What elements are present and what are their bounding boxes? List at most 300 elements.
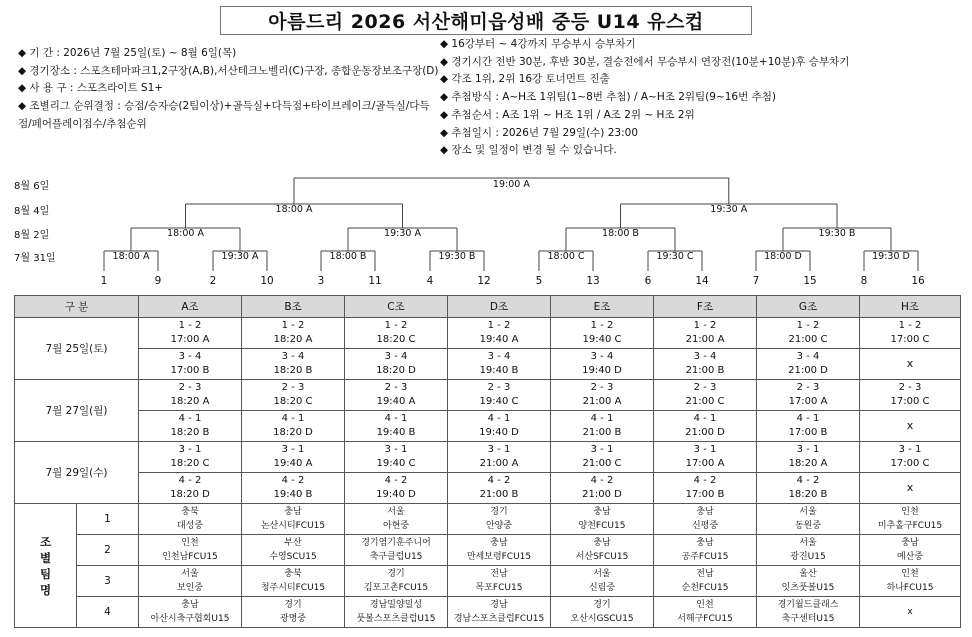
match-pair: 2 - 3 (487, 382, 511, 393)
team-cell (345, 535, 448, 566)
team-cell (551, 535, 654, 566)
match-pair: 3 - 1 (281, 444, 305, 455)
team-region: 충남 (490, 538, 508, 548)
team-name: 오산시GSCU15 (570, 614, 634, 624)
match-cell (551, 442, 654, 473)
match-cell (551, 380, 654, 411)
match-cell (551, 411, 654, 442)
team-name: 안양중 (485, 521, 513, 531)
group-header: F조 (654, 296, 757, 318)
match-time: 18:20 D (273, 427, 313, 438)
match-pair: 4 - 1 (178, 413, 202, 424)
team-region: 경기 (490, 507, 508, 517)
team-cell (448, 504, 551, 535)
team-cell (139, 566, 242, 597)
group-header: E조 (551, 296, 654, 318)
match-cell (448, 442, 551, 473)
seed-number: 4 (426, 275, 434, 287)
match-cell (860, 380, 961, 411)
team-name: 서해구FCU15 (677, 614, 733, 624)
team-name: 대성중 (176, 521, 204, 531)
match-time: 17:00 C (890, 396, 930, 407)
match-cell (345, 349, 448, 380)
match-cell (242, 380, 345, 411)
group-header: D조 (448, 296, 551, 318)
match-pair: 4 - 2 (487, 475, 511, 486)
round-date-label: 8월 4일 (14, 206, 50, 217)
match-cell (242, 411, 345, 442)
empty-slot: x (860, 597, 961, 628)
match-pair: 2 - 3 (898, 382, 922, 393)
team-name: 서산SFCU15 (575, 552, 629, 562)
info-right-line: ◆ 경기시간 전반 30분, 후반 30분, 결승전에서 무승부시 연장전(10분+10분)후 승부차기 (440, 55, 850, 68)
team-name: 수영SCU15 (269, 552, 317, 562)
team-region: 인천 (696, 600, 714, 610)
team-cell (654, 597, 757, 628)
team-name: 잇츠풋볼U15 (781, 583, 835, 593)
match-time: 17:00 B (685, 489, 725, 500)
match-cell (448, 318, 551, 349)
match-cell (551, 349, 654, 380)
match-time-label: 19:30 D (872, 251, 910, 262)
team-cell (242, 535, 345, 566)
team-region: 서울 (593, 569, 611, 579)
match-pair: 4 - 2 (693, 475, 717, 486)
team-cell (345, 597, 448, 628)
match-pair: 4 - 2 (384, 475, 408, 486)
team-region: 전남 (490, 569, 508, 579)
info-ball: ◆ 사 용 구 : 스포츠라이트 S1+ (18, 82, 164, 95)
team-cell (551, 504, 654, 535)
info-right (440, 36, 849, 160)
info-period: ◆ 기 간 : 2026년 7월 25일(토) ~ 8월 6일(목) (18, 47, 237, 59)
match-time: 19:40 C (479, 396, 519, 407)
round-date-label: 8월 6일 (14, 181, 50, 192)
match-time: 18:20 C (273, 396, 313, 407)
match-pair: 2 - 3 (178, 382, 202, 393)
seed-number: 9 (154, 275, 162, 287)
match-cell (448, 473, 551, 504)
match-pair: 4 - 1 (693, 413, 717, 424)
team-cell (448, 597, 551, 628)
team-region: 충남 (901, 538, 919, 548)
team-cell (654, 535, 757, 566)
match-time-label: 19:30 A (221, 251, 259, 262)
match-pair: 1 - 2 (693, 320, 717, 331)
team-cell (242, 504, 345, 535)
day-label: 7월 29일(수) (15, 442, 139, 504)
match-cell (654, 411, 757, 442)
seed-number: 13 (586, 275, 600, 287)
match-time-label: 19:00 A (492, 179, 530, 190)
match-cell (242, 473, 345, 504)
team-name: 공주FCU15 (681, 552, 729, 562)
corner-header: 구 분 (15, 296, 139, 318)
match-time-label: 19:30 C (656, 251, 694, 262)
title-box (220, 6, 752, 35)
match-time: 19:40 D (582, 365, 622, 376)
team-region: 충남 (593, 507, 611, 517)
match-pair: 3 - 1 (796, 444, 820, 455)
teams-side-label (15, 504, 77, 628)
match-cell (448, 380, 551, 411)
team-cell (860, 566, 961, 597)
match-time: 21:00 C (685, 396, 725, 407)
match-pair: 4 - 1 (384, 413, 408, 424)
schedule-row (15, 411, 961, 442)
match-cell (345, 380, 448, 411)
team-cell (860, 535, 961, 566)
match-time-label: 18:00 B (329, 251, 367, 262)
match-cell (551, 318, 654, 349)
info-right-line: ◆ 추첨방식 : A~H조 1위팀(1~8번 추첨) / A~H조 2위팀(9~16번 추첨) (440, 91, 776, 104)
team-name: 청주시티FCU15 (260, 583, 326, 593)
team-name: 아현중 (382, 521, 410, 531)
rank-cell: 2 (77, 535, 139, 566)
team-region: 충남 (696, 507, 714, 517)
team-region: 전남 (696, 569, 714, 579)
team-region: 서울 (181, 569, 199, 579)
info-right-line: ◆ 추첨일시 : 2026년 7월 29일(수) 23:00 (440, 126, 638, 139)
match-cell (757, 318, 860, 349)
match-time-label: 19:30 B (438, 251, 476, 262)
team-region: 울산 (799, 569, 817, 579)
empty-slot: x (860, 473, 961, 504)
match-cell (757, 380, 860, 411)
team-name: 인천남FCU15 (162, 552, 218, 562)
info-right-line: ◆ 16강부터 ~ 4강까지 무승부시 승부차기 (440, 38, 636, 50)
seed-number: 3 (317, 275, 325, 287)
match-cell (345, 442, 448, 473)
team-row (15, 597, 961, 628)
round-date-label: 7월 31일 (14, 253, 56, 264)
info-left (18, 45, 439, 134)
rank-cell: 1 (77, 504, 139, 535)
teams-side-text: 조 별 팀 명 (39, 534, 52, 597)
team-name: 아산시축구협회U15 (150, 614, 230, 624)
schedule-row (15, 318, 961, 349)
match-pair: 3 - 4 (796, 351, 820, 362)
match-pair: 3 - 1 (693, 444, 717, 455)
match-pair: 3 - 4 (693, 351, 717, 362)
team-region: 경기 (387, 569, 405, 579)
match-time: 19:40 C (582, 334, 622, 345)
team-name: 양천FCU15 (578, 521, 626, 531)
group-header: C조 (345, 296, 448, 318)
team-cell (860, 504, 961, 535)
match-pair: 4 - 2 (281, 475, 305, 486)
match-time: 17:00 B (170, 365, 210, 376)
team-region: 부산 (284, 538, 302, 548)
match-cell (139, 411, 242, 442)
match-pair: 3 - 1 (384, 444, 408, 455)
team-cell (448, 566, 551, 597)
team-region: 경남밀양밀성 (369, 600, 423, 610)
match-pair: 2 - 3 (796, 382, 820, 393)
team-region: 서울 (387, 507, 405, 517)
info-right-line: ◆ 장소 및 일정이 변경 될 수 있습니다. (440, 144, 617, 157)
match-pair: 3 - 4 (590, 351, 614, 362)
schedule-row (15, 380, 961, 411)
match-cell (345, 318, 448, 349)
team-cell (139, 535, 242, 566)
group-header: H조 (860, 296, 961, 318)
match-pair: 1 - 2 (384, 320, 408, 331)
team-name: 광명중 (279, 614, 307, 624)
match-time-label: 18:00 B (602, 228, 639, 239)
team-name: 논산시티FCU15 (260, 521, 326, 531)
match-cell (242, 318, 345, 349)
match-time-label: 18:00 A (112, 251, 150, 262)
match-cell (757, 349, 860, 380)
bracket-svg (0, 168, 972, 292)
match-time: 21:00 A (582, 396, 622, 407)
match-pair: 4 - 1 (590, 413, 614, 424)
group-header: A조 (139, 296, 242, 318)
seed-number: 14 (695, 275, 709, 287)
match-cell (654, 442, 757, 473)
team-region: 인천 (901, 507, 919, 517)
match-time: 17:00 C (890, 458, 930, 469)
match-pair: 3 - 1 (487, 444, 511, 455)
match-time: 21:00 A (479, 458, 519, 469)
match-cell (242, 442, 345, 473)
match-time-label: 18:00 C (547, 251, 585, 262)
match-time: 17:00 A (685, 458, 725, 469)
match-time-label: 18:00 D (764, 251, 802, 262)
match-pair: 1 - 2 (796, 320, 820, 331)
team-name: 풋볼스포츠클럽U15 (356, 614, 436, 624)
team-region: 충남 (696, 538, 714, 548)
team-cell (551, 566, 654, 597)
match-cell (448, 349, 551, 380)
match-cell (448, 411, 551, 442)
match-cell (654, 318, 757, 349)
info-venue: ◆ 경기장소 : 스포츠테마파크1,2구장(A,B),서산테크노벨리(C)구장, 종합운동장보조구장(D) (18, 64, 439, 77)
team-name: 신림중 (588, 583, 616, 593)
team-region: 충남 (593, 538, 611, 548)
team-cell (757, 535, 860, 566)
schedule-row (15, 473, 961, 504)
empty-slot: x (860, 349, 961, 380)
match-cell (757, 411, 860, 442)
match-time: 17:00 B (788, 427, 828, 438)
match-cell (654, 473, 757, 504)
match-time: 19:40 A (376, 396, 416, 407)
match-time: 21:00 C (582, 458, 622, 469)
table-header-row (15, 296, 961, 318)
match-time: 17:00 A (788, 396, 828, 407)
match-time: 21:00 B (479, 489, 519, 500)
match-cell (139, 349, 242, 380)
team-name: 동원중 (794, 521, 822, 531)
team-name: 경남스포츠클럽FCU15 (453, 614, 545, 624)
match-time-label: 19:30 B (818, 228, 856, 239)
match-time: 18:20 B (273, 365, 313, 376)
match-pair: 3 - 4 (178, 351, 202, 362)
seed-number: 7 (752, 275, 760, 287)
match-time: 18:20 A (788, 458, 828, 469)
info-right-line: ◆ 추첨순서 : A조 1위 ~ H조 1위 / A조 2위 ~ H조 2위 (440, 108, 695, 121)
team-cell (139, 597, 242, 628)
match-pair: 1 - 2 (281, 320, 305, 331)
match-cell (757, 442, 860, 473)
match-time: 19:40 A (273, 458, 313, 469)
team-row (15, 535, 961, 566)
match-time-label: 18:00 A (275, 204, 313, 215)
team-name: 신평중 (691, 521, 719, 531)
team-cell (448, 535, 551, 566)
page-title: 아름드리 2026 서산해미읍성배 중등 U14 유스컵 (268, 11, 704, 33)
round-date-label: 8월 2일 (14, 230, 50, 241)
seed-number: 6 (644, 275, 652, 287)
match-time: 17:00 C (890, 334, 930, 345)
seed-number: 5 (535, 275, 543, 287)
team-cell (654, 504, 757, 535)
match-cell (654, 380, 757, 411)
match-pair: 4 - 1 (487, 413, 511, 424)
seed-number: 1 (100, 275, 108, 287)
match-time: 19:40 C (376, 458, 416, 469)
info-right-line: ◆ 각조 1위, 2위 16강 토너먼트 진출 (440, 73, 610, 86)
match-cell (139, 318, 242, 349)
match-time: 21:00 D (582, 489, 622, 500)
match-time: 21:00 B (685, 365, 725, 376)
team-cell (757, 504, 860, 535)
match-time: 19:40 D (479, 427, 519, 438)
match-time: 18:20 A (170, 396, 210, 407)
match-pair: 3 - 4 (487, 351, 511, 362)
match-pair: 3 - 1 (590, 444, 614, 455)
match-time: 21:00 D (685, 427, 725, 438)
team-name: 하나FCU15 (886, 583, 934, 593)
empty-slot: x (860, 411, 961, 442)
seed-number: 8 (860, 275, 868, 287)
match-pair: 3 - 1 (178, 444, 202, 455)
match-time: 21:00 A (685, 334, 725, 345)
rank-cell: 4 (77, 597, 139, 628)
team-name: 광진U15 (790, 552, 826, 562)
match-pair: 3 - 1 (898, 444, 922, 455)
team-region: 서울 (799, 507, 817, 517)
rank-cell: 3 (77, 566, 139, 597)
match-time-label: 19:30 A (710, 204, 748, 215)
match-time: 18:20 B (788, 489, 828, 500)
match-time-label: 19:30 A (384, 228, 421, 239)
match-time: 18:20 B (170, 427, 210, 438)
schedule-row (15, 349, 961, 380)
match-pair: 1 - 2 (178, 320, 202, 331)
match-pair: 3 - 4 (281, 351, 305, 362)
match-pair: 3 - 4 (384, 351, 408, 362)
match-time: 17:00 A (170, 334, 210, 345)
group-header: B조 (242, 296, 345, 318)
match-pair: 1 - 2 (898, 320, 922, 331)
match-cell (860, 318, 961, 349)
match-pair: 4 - 2 (178, 475, 202, 486)
match-time: 19:40 B (273, 489, 313, 500)
match-cell (139, 380, 242, 411)
tournament-bracket (0, 168, 972, 292)
team-cell (551, 597, 654, 628)
match-time: 18:20 D (170, 489, 210, 500)
team-region: 경기염기훈주니어 (361, 538, 431, 548)
team-region: 경기월드클래스 (777, 600, 839, 610)
match-pair: 1 - 2 (487, 320, 511, 331)
match-pair: 4 - 2 (590, 475, 614, 486)
match-time: 19:40 B (376, 427, 416, 438)
match-pair: 2 - 3 (590, 382, 614, 393)
info-ranking-rule: ◆ 조별리그 순위결정 : 승점/승자승(2팀이상)+골득실+다득점+타이브레이크/골득실/다득점/페어플레이점수/추첨순위 (18, 100, 430, 130)
team-cell (345, 504, 448, 535)
team-name: 만세보령FCU15 (466, 552, 532, 562)
seed-number: 11 (368, 275, 382, 287)
team-region: 충북 (181, 507, 199, 517)
team-name: 축구센터U15 (781, 614, 835, 624)
match-pair: 4 - 1 (281, 413, 305, 424)
match-cell (345, 411, 448, 442)
team-row (15, 504, 961, 535)
team-region: 충남 (181, 600, 199, 610)
team-name: 미추홀구FCU15 (877, 521, 943, 531)
team-region: 경기 (284, 600, 302, 610)
seed-number: 16 (911, 275, 925, 287)
team-name: 보인중 (176, 583, 204, 593)
schedule-table (14, 295, 961, 628)
match-cell (654, 349, 757, 380)
match-time: 18:20 C (376, 334, 416, 345)
team-cell (757, 597, 860, 628)
match-cell (139, 473, 242, 504)
match-time: 19:40 D (376, 489, 416, 500)
team-name: 예산중 (896, 552, 924, 562)
match-time: 21:00 B (582, 427, 622, 438)
day-label: 7월 25일(토) (15, 318, 139, 380)
match-time: 18:20 A (273, 334, 313, 345)
match-time: 21:00 C (788, 334, 828, 345)
seed-number: 12 (477, 275, 491, 287)
team-region: 충북 (284, 569, 302, 579)
team-cell (345, 566, 448, 597)
team-name: 순천FCU15 (681, 583, 729, 593)
match-pair: 1 - 2 (590, 320, 614, 331)
match-cell (860, 442, 961, 473)
match-cell (345, 473, 448, 504)
match-time: 18:20 D (376, 365, 416, 376)
match-time: 21:00 D (788, 365, 828, 376)
match-time-label: 18:00 A (167, 228, 204, 239)
team-cell (139, 504, 242, 535)
team-region: 충남 (284, 507, 302, 517)
match-cell (757, 473, 860, 504)
match-time: 19:40 A (479, 334, 519, 345)
seed-number: 2 (209, 275, 217, 287)
team-region: 경기 (593, 600, 611, 610)
match-time: 18:20 C (170, 458, 210, 469)
schedule-row (15, 442, 961, 473)
match-cell (551, 473, 654, 504)
match-pair: 4 - 1 (796, 413, 820, 424)
match-time: 19:40 B (479, 365, 519, 376)
match-pair: 4 - 2 (796, 475, 820, 486)
seed-number: 10 (260, 275, 274, 287)
match-pair: 2 - 3 (281, 382, 305, 393)
team-name: 목포FCU15 (475, 583, 523, 593)
team-cell (757, 566, 860, 597)
day-label: 7월 27일(월) (15, 380, 139, 442)
team-name: 김포고촌FCU15 (363, 583, 429, 593)
team-cell (242, 597, 345, 628)
